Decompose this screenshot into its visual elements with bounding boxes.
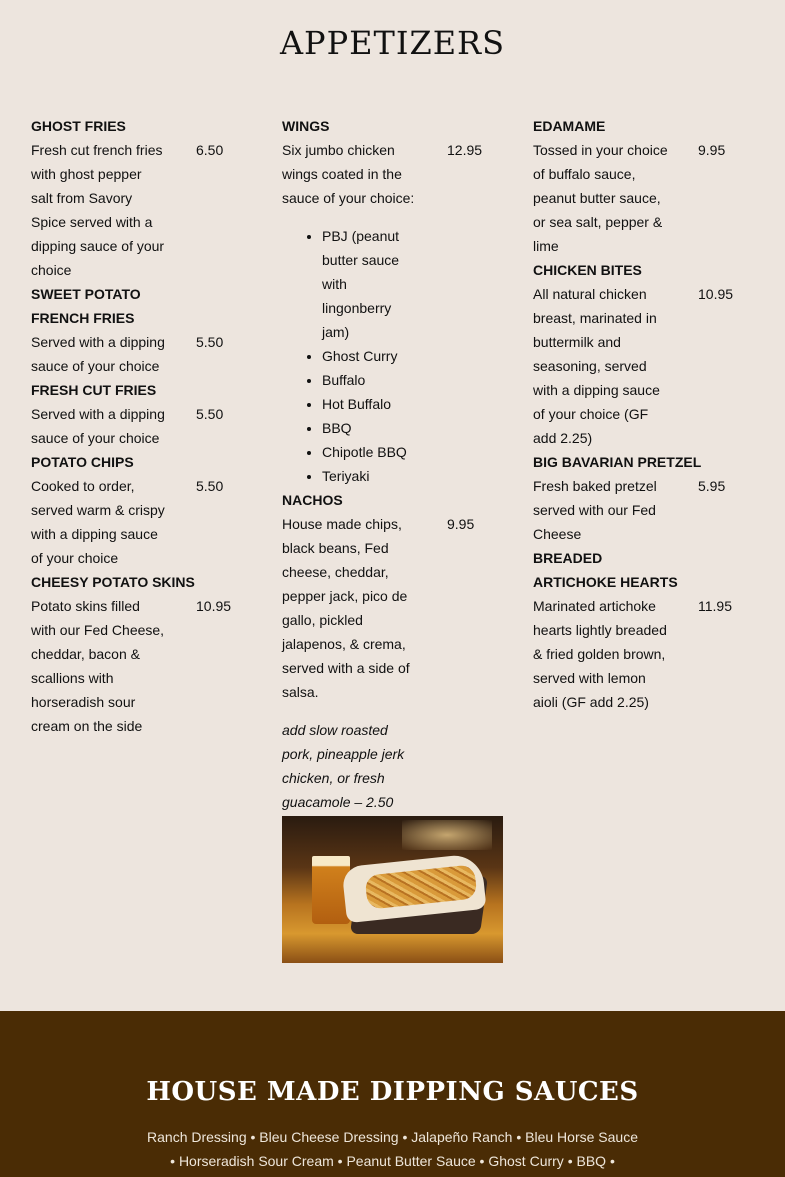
menu-item-fresh-cut-fries xyxy=(31,378,241,450)
menu-item-sweet-potato-fries xyxy=(31,282,241,378)
item-name: POTATO CHIPS xyxy=(31,454,134,470)
menu-column-2 xyxy=(282,114,503,963)
sauce-list-line: Ranch Dressing • Bleu Cheese Dressing • Jalapeño Ranch • Bleu Horse Sauce xyxy=(147,1129,638,1145)
item-description: Tossed in your choice of buffalo sauce, peanut butter sauce, or sea salt, pepper & lime xyxy=(533,142,668,254)
item-name: BIG BAVARIAN PRETZEL xyxy=(533,454,702,470)
item-description: House made chips, black beans, Fed cheese, cheddar, pepper jack, pico de gallo, pickled jalapenos, & crema, served with a side of salsa. xyxy=(282,516,410,700)
item-description: Fresh baked pretzel served with our Fed Cheese xyxy=(533,478,657,542)
menu-item-potato-chips xyxy=(31,450,241,570)
item-price: 11.95 xyxy=(698,598,732,614)
menu-item-artichoke-hearts xyxy=(533,546,748,714)
page-title: APPETIZERS xyxy=(279,24,506,62)
item-name: NACHOS xyxy=(282,492,343,508)
list-item: • Buffalo xyxy=(322,368,417,392)
item-price: 5.50 xyxy=(196,334,224,350)
item-name: WINGS xyxy=(282,118,330,134)
menu-column-1 xyxy=(31,114,241,738)
item-price: 6.50 xyxy=(196,142,224,158)
menu-column-3 xyxy=(533,114,748,714)
item-price: 9.95 xyxy=(698,142,726,158)
sauce-list-line: • Horseradish Sour Cream • Peanut Butter Sauce • Ghost Curry • BBQ • xyxy=(170,1153,615,1169)
menu-item-ghost-fries xyxy=(31,114,241,282)
item-name: SWEET POTATO FRENCH FRIES xyxy=(31,286,141,326)
item-description: Potato skins filled with our Fed Cheese, cheddar, bacon & scallions with horseradish sour cream on the side xyxy=(31,598,165,734)
menu-item-bavarian-pretzel xyxy=(533,450,748,546)
item-description: Served with a dipping sauce of your choice xyxy=(31,334,165,374)
item-name: CHEESY POTATO SKINS xyxy=(31,574,195,590)
menu-item-chicken-bites xyxy=(533,258,748,450)
item-name: FRESH CUT FRIES xyxy=(31,382,157,398)
section-title: HOUSE MADE DIPPING SAUCES xyxy=(146,1077,639,1107)
menu-item-cheesy-potato-skins xyxy=(31,570,241,738)
list-item: • Hot Buffalo xyxy=(322,392,417,416)
item-name: CHICKEN BITES xyxy=(533,262,642,278)
list-item: • Ghost Curry xyxy=(322,344,417,368)
item-name: BREADED ARTICHOKE HEARTS xyxy=(533,550,678,590)
beer-and-fries-photo xyxy=(282,816,503,963)
item-description: Fresh cut french fries with ghost pepper salt from Savory Spice served with a dipping sauce of your choice xyxy=(31,142,165,278)
item-price: 10.95 xyxy=(698,286,734,302)
item-name: GHOST FRIES xyxy=(31,118,126,134)
item-description: Six jumbo chicken wings coated in the sauce of your choice: xyxy=(282,142,415,206)
list-item: • Chipotle BBQ xyxy=(322,440,417,464)
list-item: • BBQ xyxy=(322,416,417,440)
item-price: 5.50 xyxy=(196,406,224,422)
item-description: Marinated artichoke hearts lightly breaded & fried golden brown, served with lemon aioli (GF add 2.25) xyxy=(533,598,667,710)
item-description: Cooked to order, served warm & crispy with a dipping sauce of your choice xyxy=(31,478,165,566)
item-price: 12.95 xyxy=(447,142,483,158)
item-price: 10.95 xyxy=(196,598,232,614)
item-description: Served with a dipping sauce of your choice xyxy=(31,406,165,446)
item-price: 5.95 xyxy=(698,478,726,494)
item-description: All natural chicken breast, marinated in buttermilk and seasoning, served with a dipping sauce of your choice (GF add 2.25) xyxy=(533,286,660,446)
item-name: EDAMAME xyxy=(533,118,606,134)
menu-item-edamame xyxy=(533,114,748,258)
list-item: • PBJ (peanut butter sauce with lingonberry jam) xyxy=(322,224,417,344)
item-note: add slow roasted pork, pineapple jerk chicken, or fresh guacamole – 2.50 xyxy=(282,722,405,810)
item-price: 5.50 xyxy=(196,478,224,494)
dipping-sauces-section xyxy=(0,1011,785,1177)
wing-sauce-list xyxy=(282,224,417,488)
menu-item-nachos xyxy=(282,488,503,814)
list-item: • Teriyaki xyxy=(322,464,417,488)
item-price: 9.95 xyxy=(447,516,475,532)
menu-item-wings xyxy=(282,114,503,488)
